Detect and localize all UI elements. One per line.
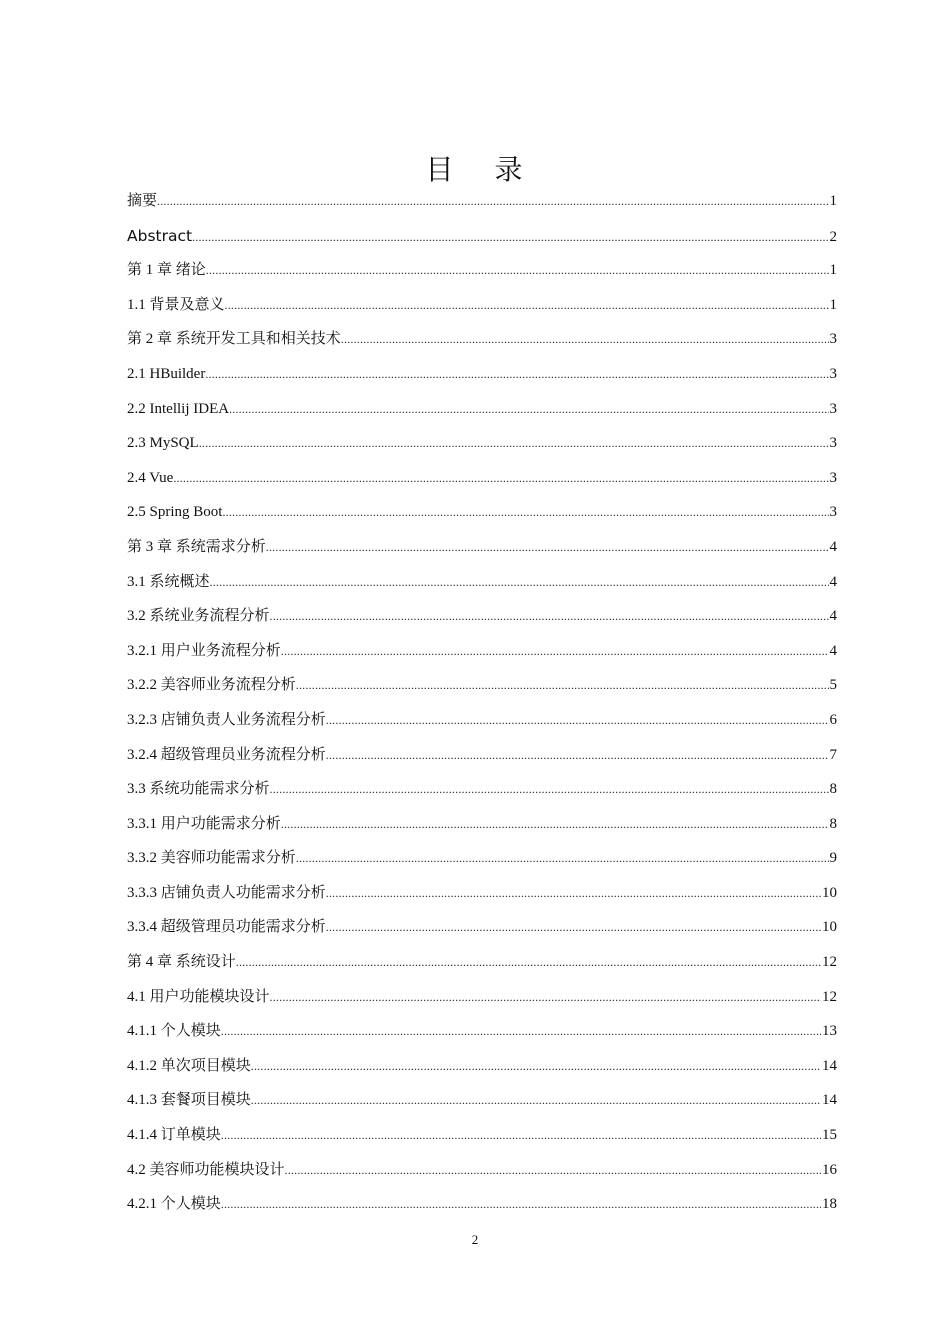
toc-entry-title: 3.2.1 用户业务流程分析 [127, 642, 281, 659]
toc-entry[interactable] [127, 461, 837, 496]
toc-entry-title: 4.1 用户功能模块设计 [127, 988, 270, 1005]
toc-entry-page: 9 [829, 850, 837, 867]
toc-leader-dots [206, 253, 829, 288]
toc-entry-page: 1 [829, 262, 837, 279]
toc-entry-title: 3.2.4 超级管理员业务流程分析 [127, 746, 326, 763]
toc-entry-title: 3.2 系统业务流程分析 [127, 608, 270, 625]
toc-leader-dots [326, 910, 821, 945]
toc-entry-title: 第 2 章 系统开发工具和相关技术 [127, 331, 341, 348]
toc-entry[interactable] [127, 807, 837, 842]
toc-entry-title: 2.3 MySQL [127, 435, 199, 452]
toc-entry-title: 4.1.4 订单模块 [127, 1127, 221, 1144]
toc-entry[interactable] [127, 980, 837, 1015]
toc-leader-dots [266, 530, 829, 565]
toc-leader-dots [285, 1153, 821, 1188]
table-of-contents [127, 184, 837, 1222]
toc-entry-title: 第 1 章 绪论 [127, 262, 206, 279]
toc-entry-title: 3.3.2 美容师功能需求分析 [127, 850, 296, 867]
toc-leader-dots [326, 703, 829, 738]
toc-entry-page: 6 [829, 711, 837, 728]
toc-leader-dots [270, 980, 821, 1015]
toc-entry-page: 14 [822, 1092, 837, 1109]
toc-entry[interactable] [127, 288, 837, 323]
toc-entry-page: 12 [822, 954, 837, 971]
toc-leader-dots [251, 1049, 821, 1084]
toc-entry-page: 5 [829, 677, 837, 694]
toc-entry[interactable] [127, 634, 837, 669]
toc-entry[interactable] [127, 599, 837, 634]
toc-entry-page: 2 [829, 228, 837, 245]
toc-entry[interactable] [127, 668, 837, 703]
toc-entry-page: 3 [829, 400, 837, 417]
toc-entry-page: 18 [822, 1196, 837, 1213]
toc-entry[interactable] [127, 495, 837, 530]
toc-entry-page: 4 [829, 642, 837, 659]
toc-entry-page: 13 [822, 1023, 837, 1040]
toc-entry-page: 14 [822, 1057, 837, 1074]
toc-entry-page: 4 [829, 608, 837, 625]
toc-leader-dots [326, 876, 821, 911]
toc-entry[interactable] [127, 1153, 837, 1188]
toc-entry-page: 10 [822, 884, 837, 901]
toc-entry[interactable] [127, 253, 837, 288]
toc-leader-dots [296, 841, 829, 876]
toc-entry[interactable] [127, 1049, 837, 1084]
toc-leader-dots [281, 634, 829, 669]
toc-entry-page: 3 [829, 435, 837, 452]
toc-entry-title: 4.2.1 个人模块 [127, 1196, 221, 1213]
toc-entry[interactable] [127, 910, 837, 945]
toc-entry[interactable] [127, 184, 837, 219]
toc-entry-title: 3.2.2 美容师业务流程分析 [127, 677, 296, 694]
toc-leader-dots [221, 1118, 821, 1153]
toc-entry-page: 16 [822, 1161, 837, 1178]
toc-entry-title: Abstract [127, 226, 193, 245]
toc-entry-title: 第 3 章 系统需求分析 [127, 538, 266, 555]
toc-entry-title: 2.5 Spring Boot [127, 504, 223, 521]
toc-entry-page: 8 [829, 815, 837, 832]
toc-entry-page: 3 [829, 469, 837, 486]
toc-entry-title: 2.1 HBuilder [127, 365, 206, 382]
toc-entry-title: 3.1 系统概述 [127, 573, 210, 590]
toc-leader-dots [281, 807, 829, 842]
toc-entry-page: 12 [822, 988, 837, 1005]
toc-entry-page: 10 [822, 919, 837, 936]
toc-leader-dots [222, 495, 828, 530]
toc-entry-title: 2.4 Vue [127, 469, 174, 486]
toc-entry[interactable] [127, 322, 837, 357]
toc-entry[interactable] [127, 392, 837, 427]
toc-entry[interactable] [127, 357, 837, 392]
toc-leader-dots [199, 426, 829, 461]
toc-entry[interactable] [127, 219, 837, 254]
toc-leader-dots [221, 1187, 821, 1222]
toc-entry-title: 第 4 章 系统设计 [127, 954, 236, 971]
toc-entry-title: 2.2 Intellij IDEA [127, 400, 230, 417]
toc-entry-page: 15 [822, 1127, 837, 1144]
toc-leader-dots [205, 357, 828, 392]
toc-leader-dots [192, 220, 828, 255]
toc-entry-title: 3.3 系统功能需求分析 [127, 781, 270, 798]
toc-entry-page: 3 [829, 504, 837, 521]
toc-leader-dots [225, 288, 829, 323]
toc-entry[interactable] [127, 426, 837, 461]
toc-entry-page: 4 [829, 538, 837, 555]
toc-entry-title: 3.3.1 用户功能需求分析 [127, 815, 281, 832]
toc-leader-dots [270, 772, 829, 807]
toc-leader-dots [221, 1014, 821, 1049]
toc-leader-dots [157, 184, 828, 219]
toc-entry[interactable] [127, 703, 837, 738]
toc-entry-title: 4.1.2 单次项目模块 [127, 1057, 251, 1074]
toc-title: 目 录 [425, 153, 539, 186]
toc-entry[interactable] [127, 1083, 837, 1118]
toc-entry[interactable] [127, 1187, 837, 1222]
toc-leader-dots [229, 392, 828, 427]
toc-entry-title: 3.2.3 店铺负责人业务流程分析 [127, 711, 326, 728]
toc-leader-dots [251, 1083, 821, 1118]
toc-leader-dots [210, 565, 829, 600]
toc-entry-page: 7 [829, 746, 837, 763]
toc-entry-title: 摘要 [127, 193, 158, 209]
toc-leader-dots [326, 738, 829, 773]
toc-entry[interactable] [127, 738, 837, 773]
toc-leader-dots [173, 461, 828, 496]
toc-entry-title: 1.1 背景及意义 [127, 296, 225, 313]
toc-entry[interactable] [127, 1118, 837, 1153]
toc-leader-dots [236, 945, 821, 980]
toc-entry[interactable] [127, 1014, 837, 1049]
toc-entry-page: 1 [829, 193, 837, 209]
toc-entry-title: 4.2 美容师功能模块设计 [127, 1161, 285, 1178]
toc-entry[interactable] [127, 530, 837, 565]
toc-entry-title: 3.3.3 店铺负责人功能需求分析 [127, 884, 326, 901]
toc-leader-dots [270, 599, 829, 634]
toc-entry-page: 4 [829, 573, 837, 590]
toc-entry-page: 1 [829, 296, 837, 313]
toc-entry-page: 3 [829, 331, 837, 348]
toc-entry-title: 4.1.1 个人模块 [127, 1023, 221, 1040]
toc-entry-page: 8 [829, 781, 837, 798]
toc-entry-page: 3 [829, 365, 837, 382]
toc-entry[interactable] [127, 876, 837, 911]
page-number: 2 [471, 1232, 479, 1247]
toc-entry-title: 3.3.4 超级管理员功能需求分析 [127, 919, 326, 936]
toc-entry[interactable] [127, 945, 837, 980]
toc-entry-title: 4.1.3 套餐项目模块 [127, 1092, 251, 1109]
toc-entry[interactable] [127, 841, 837, 876]
toc-leader-dots [341, 322, 829, 357]
toc-entry[interactable] [127, 565, 837, 600]
toc-entry[interactable] [127, 772, 837, 807]
toc-leader-dots [296, 668, 829, 703]
